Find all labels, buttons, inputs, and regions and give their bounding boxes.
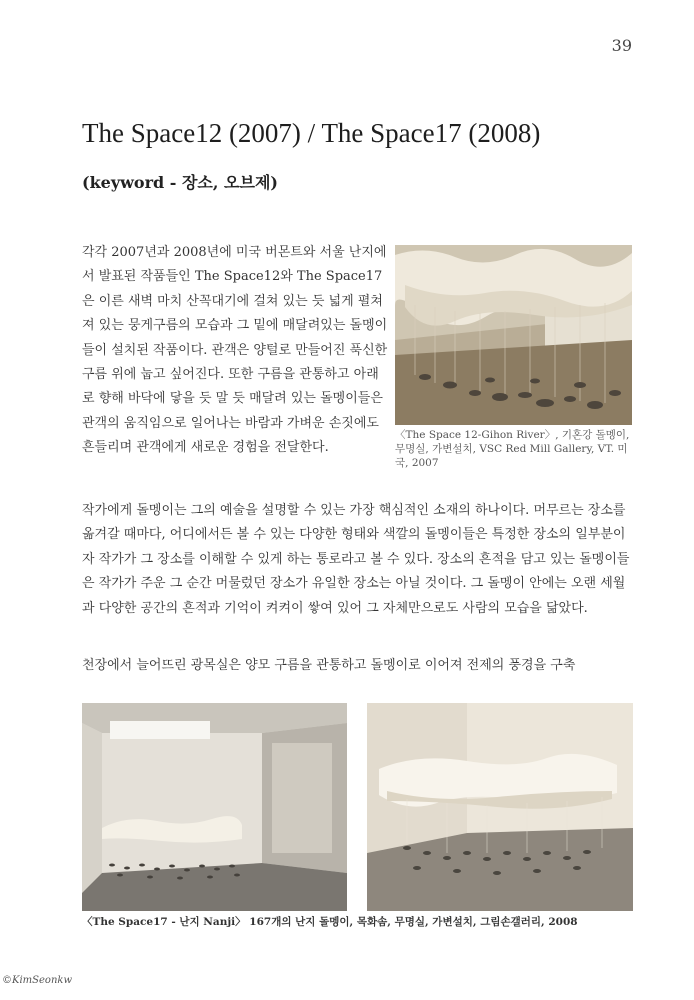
- photo-space12-installation: [395, 245, 632, 425]
- page-number: 39: [611, 36, 632, 55]
- body-paragraph-2: 작가에게 돌멩이는 그의 예술을 설명할 수 있는 가장 핵심적인 소재의 하나이다. 머무르는 장소를 옮겨갈 때마다, 어디에서든 볼 수 있는 다양한 형태와 색깔의 돌멩이들은 특정한 장소의 일부분이자 작가가 그 장소를 이해할 수 있게 하는 통로라고 볼 수 있다. 장소의 흔적을 담고 있는 돌멩이들은 작가가 주운 그 순간 머물렀던 장소가 유일한 장소는 아닐 것이다. 그 돌멩이 안에는 오랜 세월과 다양한 공간의 흔적과 기억이 켜켜이 쌓여 있어 그 자체만으로도 사람의 모습을 닮았다.: [82, 503, 630, 616]
- watermark: ©KimSeonkw: [2, 975, 72, 986]
- photo-caption-space12: 〈The Space 12-Gihon River〉, 기혼강 돌멩이, 무명실, 가변설치, VSC Red Mill Gallery, VT. 미국, 2007: [395, 429, 630, 469]
- photo-space17-gallery-close: [367, 703, 633, 911]
- photo-space12-illustration: [395, 245, 632, 425]
- photo-space17-gallery-wide: [82, 703, 347, 911]
- body-paragraph-1: 각각 2007년과 2008년에 미국 버몬트와 서울 난지에서 발표된 작품들인 The Space12와 The Space17은 이른 새벽 마치 산꼭대기에 걸쳐 있는 듯 넓게 펼쳐져 있는 뭉게구름의 모습과 그 밑에 매달려있는 돌멩이들이 설치된 작품이다. 관객은 양털로 만들어진 푹신한 구름 위에 눕고 싶어진다. 또한 구름을 관통하고 아래로 향해 바닥에 닿을 듯 말 듯 매달려 있는 돌멩이들은 관객의 움직임으로 일어나는 바람과 가벼운 손짓에도 흔들리며 관객에게 새로운 경험을 전달한다.: [82, 245, 388, 456]
- photo-space17-close-illustration: [367, 703, 633, 911]
- photo-space17-wide-illustration: [82, 703, 347, 911]
- keyword-line: (keyword - 장소, 오브제): [82, 173, 278, 192]
- photo-caption-space17: 〈The Space17 - 난지 Nanji〉 167개의 난지 돌멩이, 목화솜, 무명실, 가변설치, 그림손갤러리, 2008: [82, 916, 578, 928]
- body-paragraph-3: 천장에서 늘어뜨린 광목실은 양모 구름을 관통하고 돌멩이로 이어져 전제의 풍경을 구축: [82, 658, 576, 673]
- page-title: The Space12 (2007) / The Space17 (2008): [82, 118, 541, 148]
